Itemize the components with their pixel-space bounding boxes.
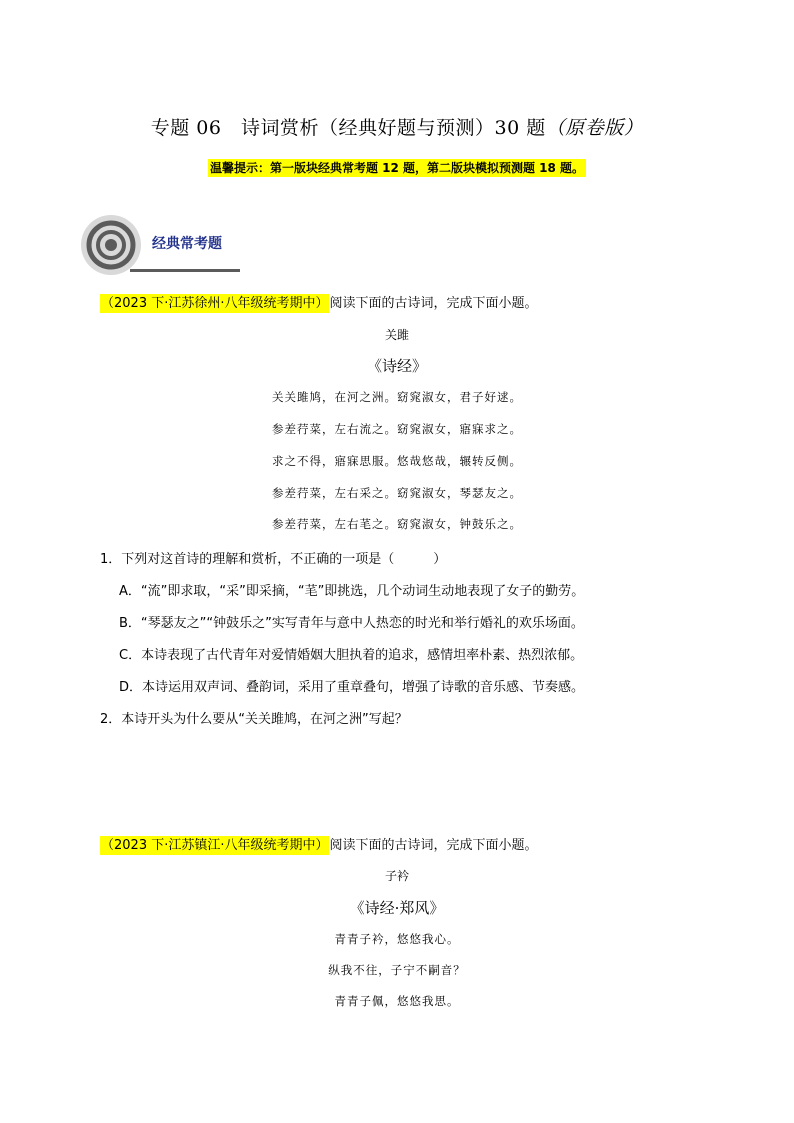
- question-1-option-d: D．本诗运用双声词、叠韵词，采用了重章叠句，增强了诗歌的音乐感、节奏感。: [119, 680, 585, 695]
- poem-2-line: 青青子佩，悠悠我思。: [334, 994, 460, 1008]
- target-icon: [79, 213, 143, 277]
- poem-1-line: 求之不得，寤寐思服。悠哉悠哉，辗转反侧。: [272, 454, 522, 468]
- question-1-option-b: B．“琴瑟友之”“钟鼓乐之”实写青年与意中人热恋的时光和举行婚礼的欢乐场面。: [119, 616, 584, 631]
- tip-text: 温馨提示：第一版块经典常考题 12 题，第二版块模拟预测题 18 题。: [209, 161, 585, 175]
- poem-1-author: 《诗经》: [366, 357, 427, 375]
- section-underline: [130, 269, 240, 272]
- poem-1-line: 参差荇菜，左右流之。窈窕淑女，寤寐求之。: [272, 422, 522, 436]
- poem-1-title: 关雎: [384, 328, 409, 342]
- poem-2-source: （2023 下·江苏镇江·八年级统考期中）: [101, 838, 329, 853]
- question-2-stem: 2．本诗开头为什么要从“关关雎鸠，在河之洲”写起？: [100, 712, 408, 727]
- title-main: 专题 06 诗词赏析（经典好题与预测）30 题: [150, 117, 546, 139]
- poem-2-instruction: 阅读下面的古诗词，完成下面小题。: [329, 838, 538, 853]
- title-note: （原卷版）: [545, 117, 644, 139]
- tip-banner: [0, 159, 794, 176]
- poem-2-author: 《诗经·郑风》: [349, 899, 445, 917]
- poem-1-line: 参差荇菜，左右芼之。窈窕淑女，钟鼓乐之。: [272, 517, 522, 531]
- poem-2-line: 纵我不往，子宁不嗣音？: [328, 963, 466, 977]
- section-title: 经典常考题: [152, 236, 222, 252]
- page-title: [0, 113, 794, 140]
- poem-1-source-line: [100, 292, 538, 311]
- poem-1-source: （2023 下·江苏徐州·八年级统考期中）: [101, 296, 329, 311]
- poem-2-line: 青青子衿，悠悠我心。: [334, 932, 460, 946]
- question-1-stem: 1．下列对这首诗的理解和赏析，不正确的一项是（ ）: [100, 552, 447, 567]
- question-1-option-c: C．本诗表现了古代青年对爱情婚姻大胆执着的追求，感情坦率朴素、热烈浓郁。: [119, 648, 584, 663]
- poem-1-instruction: 阅读下面的古诗词，完成下面小题。: [329, 296, 538, 311]
- poem-1-line: 关关雎鸠，在河之洲。窈窕淑女，君子好逑。: [272, 390, 522, 404]
- question-1-option-a: A．“流”即求取，“采”即采摘，“芼”即挑选，几个动词生动地表现了女子的勤劳。: [119, 584, 585, 599]
- poem-2-title: 子衿: [384, 869, 409, 883]
- poem-1-line: 参差荇菜，左右采之。窈窕淑女，琴瑟友之。: [272, 486, 522, 500]
- poem-2-source-line: [100, 834, 538, 853]
